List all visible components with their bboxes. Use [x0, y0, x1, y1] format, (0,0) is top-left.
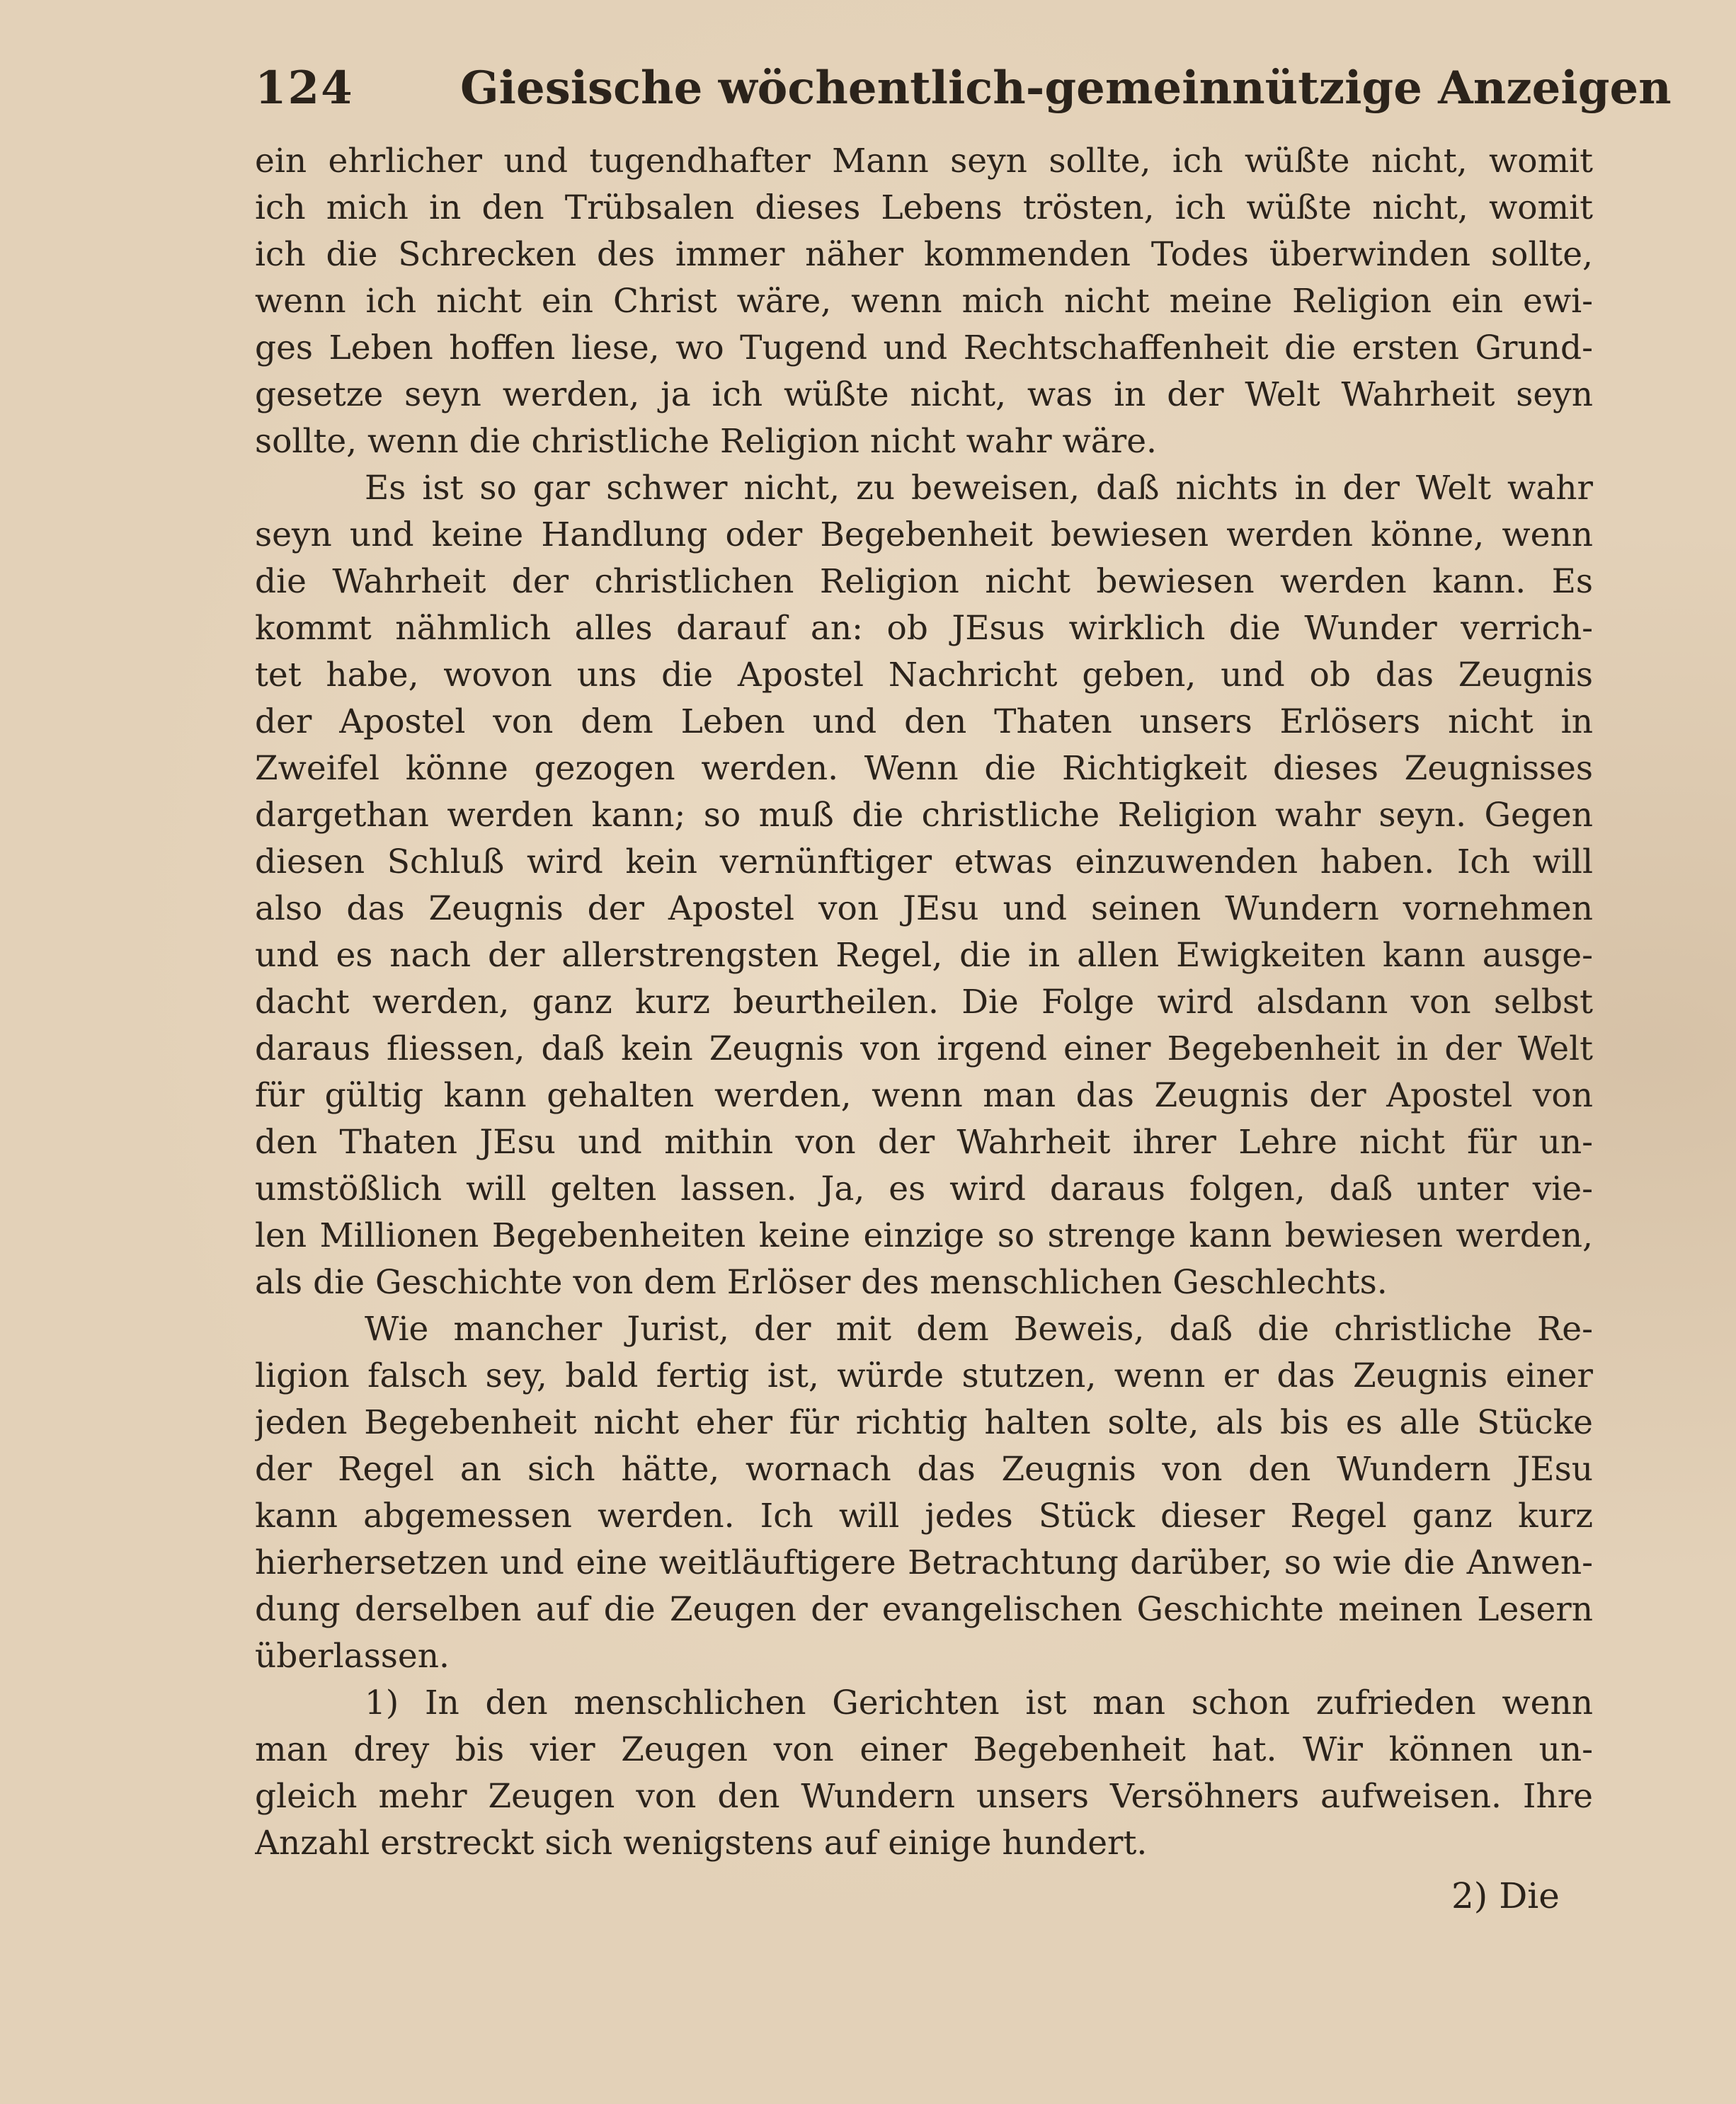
text-line: gesetze seyn werden, ja ich wüßte nicht, was in der Welt Wahrheit seyn: [255, 375, 1593, 414]
text-line: dargethan werden kann; so muß die christliche Religion wahr seyn. Gegen: [255, 796, 1593, 835]
text-line: ich mich in den Trübsalen dieses Lebens trösten, ich wüßte nicht, womit: [255, 188, 1593, 227]
paragraph-start-line: 1) In den menschlichen Gerichten ist man schon zufrieden wenn: [365, 1683, 1593, 1722]
text-line: len Millionen Begebenheiten keine einzige so strenge kann bewiesen werden,: [255, 1216, 1593, 1255]
text-line: ich die Schrecken des immer näher kommenden Todes überwinden sollte,: [255, 235, 1593, 274]
paragraph-start-line: Es ist so gar schwer nicht, zu beweisen, daß nichts in der Welt wahr: [365, 469, 1593, 508]
text-line: diesen Schluß wird kein vernünftiger etwas einzuwenden haben. Ich will: [255, 842, 1593, 881]
text-line: Zweifel könne gezogen werden. Wenn die Richtigkeit dieses Zeugnisses: [255, 749, 1593, 788]
text-line: als die Geschichte von dem Erlöser des menschlichen Geschlechts.: [255, 1263, 1388, 1302]
text-line: für gültig kann gehalten werden, wenn man das Zeugnis der Apostel von: [255, 1076, 1593, 1115]
text-line: der Regel an sich hätte, wornach das Zeugnis von den Wundern JEsu: [255, 1450, 1593, 1489]
text-line: also das Zeugnis der Apostel von JEsu und seinen Wundern vornehmen: [255, 889, 1593, 928]
paragraph-start-line: Wie mancher Jurist, der mit dem Beweis, daß die christliche Re-: [365, 1310, 1593, 1349]
text-line: sollte, wenn die christliche Religion nicht wahr wäre.: [255, 422, 1157, 461]
text-line: tet habe, wovon uns die Apostel Nachricht geben, und ob das Zeugnis: [255, 656, 1593, 694]
catchword: 2) Die: [1451, 1875, 1560, 1916]
text-line: Anzahl erstreckt sich wenigstens auf einige hundert.: [255, 1824, 1148, 1863]
text-line: man drey bis vier Zeugen von einer Begebenheit hat. Wir können un-: [255, 1730, 1593, 1769]
text-line: ges Leben hoffen liese, wo Tugend und Rechtschaffenheit die ersten Grund-: [255, 328, 1593, 367]
text-line: hierhersetzen und eine weitläuftigere Betrachtung darüber, so wie die Anwen-: [255, 1543, 1593, 1582]
text-line: kommt nähmlich alles darauf an: ob JEsus wirklich die Wunder verrich-: [255, 609, 1593, 648]
text-line: überlassen.: [255, 1637, 450, 1676]
text-line: gleich mehr Zeugen von den Wundern unsers Versöhners aufweisen. Ihre: [255, 1777, 1593, 1816]
text-line: den Thaten JEsu und mithin von der Wahrheit ihrer Lehre nicht für un-: [255, 1123, 1593, 1162]
text-line: kann abgemessen werden. Ich will jedes Stück dieser Regel ganz kurz: [255, 1497, 1593, 1536]
text-line: daraus fliessen, daß kein Zeugnis von irgend einer Begebenheit in der Welt: [255, 1029, 1593, 1068]
text-line: wenn ich nicht ein Christ wäre, wenn mich nicht meine Religion ein ewi-: [255, 282, 1593, 321]
text-line: die Wahrheit der christlichen Religion nicht bewiesen werden kann. Es: [255, 562, 1593, 601]
text-line: ligion falsch sey, bald fertig ist, würde stutzen, wenn er das Zeugnis einer: [255, 1356, 1593, 1395]
text-line: seyn und keine Handlung oder Begebenheit bewiesen werden könne, wenn: [255, 515, 1593, 554]
page-header: [255, 50, 1672, 127]
text-line: der Apostel von dem Leben und den Thaten unsers Erlösers nicht in: [255, 702, 1593, 741]
text-line: dacht werden, ganz kurz beurtheilen. Die Folge wird alsdann von selbst: [255, 983, 1593, 1022]
text-line: umstößlich will gelten lassen. Ja, es wird daraus folgen, daß unter vie-: [255, 1170, 1593, 1208]
text-line: ein ehrlicher und tugendhafter Mann seyn sollte, ich wüßte nicht, womit: [255, 142, 1593, 181]
page-number: 124: [255, 62, 354, 115]
body-text: [255, 138, 1593, 1867]
text-line: jeden Begebenheit nicht eher für richtig halten solte, als bis es alle Stücke: [255, 1403, 1593, 1442]
text-line: dung derselben auf die Zeugen der evangelischen Geschichte meinen Lesern: [255, 1590, 1593, 1629]
running-title: Giesische wöchentlich-gemeinnützige Anzeigen: [460, 62, 1672, 115]
text-line: und es nach der allerstrengsten Regel, die in allen Ewigkeiten kann ausge-: [255, 936, 1593, 975]
